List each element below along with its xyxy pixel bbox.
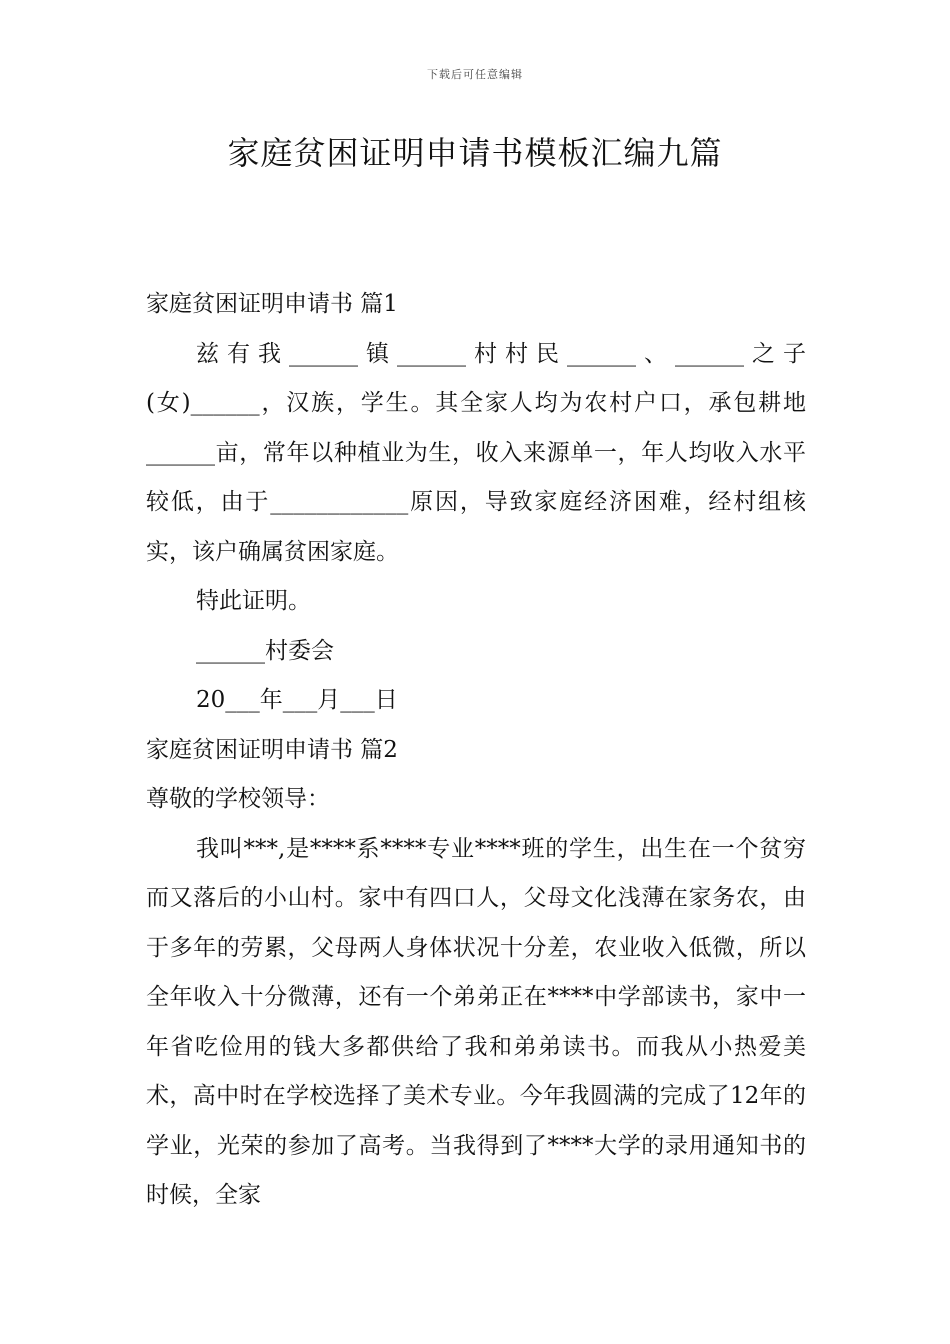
signature-date: 20___年___月___日 [196, 687, 398, 713]
salutation: 尊敬的学校领导： [146, 786, 330, 812]
section-heading-1: 家庭贫困证明申请书 篇1 [146, 291, 398, 317]
certificate-paragraph: 兹有我______镇______村村民______、______之子(女)______，汉族，学生。其全家人均为农村户口，承包耕地______亩，常年以种植业为生，收入来源单一，年人均收入水平较低，由于____________原因，导致家庭经济困难，经村组核实，该户确属贫困家庭。 [146, 340, 806, 565]
certificate-closing: 特此证明。 [196, 588, 311, 614]
application-paragraph: 我叫***,是****系****专业****班的学生，出生在一个贫穷而又落后的小山村。家中有四口人，父母文化浅薄在家务农，由于多年的劳累，父母两人身体状况十分差，农业收入低微，所以全年收入十分微薄，还有一个弟弟正在****中学部读书，家中一年省吃俭用的钱大多都供给了我和弟弟读书。而我从小热爱美术，高中时在学校选择了美术专业。今年我圆满的完成了12年的学业，光荣的参加了高考。当我得到了****大学的录用通知书的时候，全家 [146, 835, 806, 1208]
document-title: 家庭贫困证明申请书模板汇编九篇 [227, 134, 723, 172]
document-body [146, 280, 806, 1221]
signature-committee: ______村委会 [196, 637, 334, 664]
header-note: 下载后可任意编辑 [427, 68, 523, 81]
section-heading-2: 家庭贫困证明申请书 篇2 [146, 736, 398, 763]
